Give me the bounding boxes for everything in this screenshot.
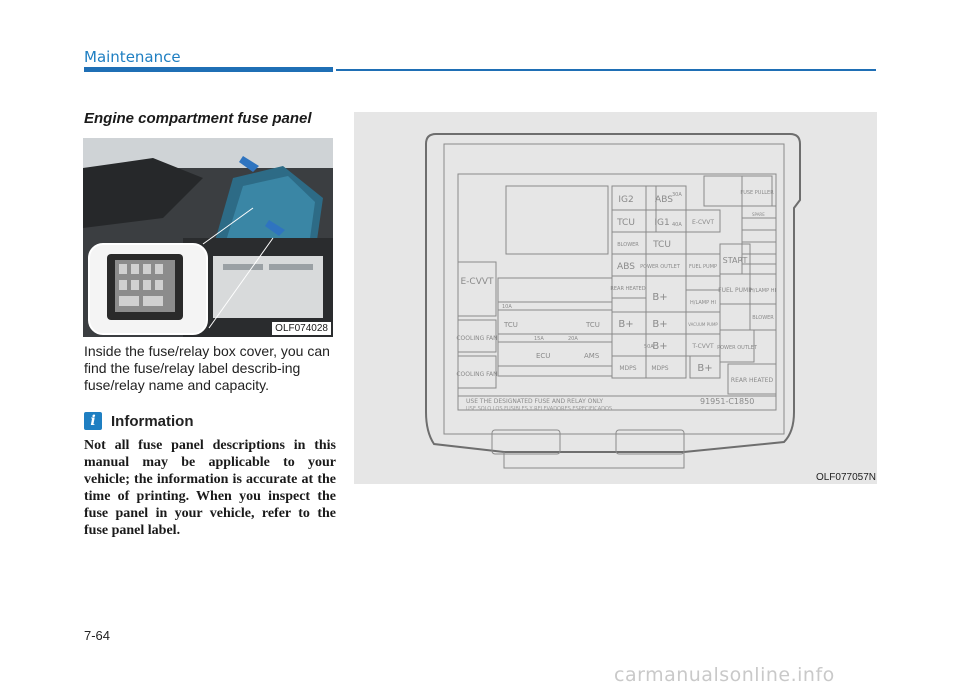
diagram-label-start: START [722,256,748,265]
diagram-label-warning-en: USE THE DESIGNATED FUSE AND RELAY ONLY [466,398,604,405]
engine-compartment-photo [83,138,333,337]
diagram-label-abs-1: ABS [655,195,673,205]
diagram-label-tcu-1: TCU [617,218,635,228]
diagram-label-fuel-pump-small: FUEL PUMP [688,264,718,270]
diagram-amp-50a: 50A [644,344,654,350]
diagram-label-power-outlet-2: POWER OUTLET [717,345,757,351]
section-title: Engine compartment fuse panel [84,110,312,127]
diagram-label-blower-2: BLOWER [752,315,774,321]
diagram-label-e-cvvt-small: E-CVVT [691,219,715,226]
diagram-label-rear-heated-2: REAR HEATED [730,377,774,384]
diagram-label-b-plus-5: B+ [697,363,713,374]
header-rule-right [336,69,876,71]
photo-caption: OLF074028 [272,322,331,335]
diagram-label-tcu-2: TCU [653,240,671,250]
diagram-label-abs-2: ABS [617,262,635,272]
diagram-amp-20a: 20A [568,336,578,342]
diagram-label-warning-es: USE SOLO LOS FUSIBLES Y RELEVADORES ESPECIFICADOS [466,406,613,412]
diagram-label-t-cvvt: T-CVVT [692,343,714,350]
diagram-label-rear-heated-1: REAR HEATED [610,286,646,292]
diagram-label-e-cvvt: E-CVVT [460,277,494,287]
diagram-label-fuse-puller: FUSE PULLER [740,190,774,196]
diagram-amp-40a: 40A [672,222,682,228]
diagram-amp-15a: 15A [534,336,544,342]
diagram-amp-10a: 10A [502,304,512,310]
diagram-label-fuel-pump: FUEL PUMP [718,287,752,294]
diagram-label-ecu: ECU [536,352,551,360]
diagram-label-mdps-1: MDPS [619,365,637,372]
page-number: 7-64 [84,628,111,643]
diagram-label-ig2: IG2 [618,195,634,205]
diagram-caption: OLF077057N [815,472,876,483]
fuse-panel-diagram [354,112,877,484]
fuse-panel-drawing [354,112,877,484]
diagram-label-b-plus-3: B+ [652,319,668,330]
engine-photo-illustration [83,138,333,337]
watermark: carmanualsonline.info [614,664,835,686]
body-text: Inside the fuse/relay box cover, you can find the fuse/relay label describ-ing fuse/relay name and capacity. [84,343,330,393]
diagram-label-mdps-2: MDPS [651,365,669,372]
diagram-label-power-outlet-1: POWER OUTLET [640,264,680,270]
diagram-label-tcu-4: TCU [586,321,600,329]
diagram-label-part-number: 91951-C1850 [700,397,755,406]
diagram-label-tcu-3: TCU [504,321,518,329]
info-text: Not all fuse panel descriptions in this manual may be applicable to your vehicle; the information is accurate at the time of printing. When you inspect the fuse panel in your vehicle, refer to the fuse panel label. [84,438,336,538]
diagram-label-cooling-fan-2: COOLING FAN [456,371,498,378]
diagram-label-hlamp-hi: H/LAMP HI [750,288,776,294]
info-title: Information [111,412,194,430]
diagram-label-hlamp-hi-small: H/LAMP HI [690,300,716,306]
info-icon: i [84,412,102,430]
diagram-label-b-plus-4: B+ [652,341,668,352]
diagram-label-ig1: IG1 [654,218,670,228]
diagram-label-b-plus-1: B+ [652,292,668,303]
diagram-amp-30a: 30A [672,192,682,198]
diagram-label-vacuum-pump: VACUUM PUMP [688,322,718,327]
diagram-label-blower-1: BLOWER [617,242,639,248]
info-header [84,412,194,430]
diagram-label-cooling-fan-1: COOLING FAN [456,335,498,342]
header-rule-left [84,67,333,72]
header-section-title: Maintenance [84,48,181,66]
diagram-label-ams: AMS [584,352,600,360]
diagram-label-b-plus-2: B+ [618,319,634,330]
diagram-label-spare: SPARE [752,212,765,217]
